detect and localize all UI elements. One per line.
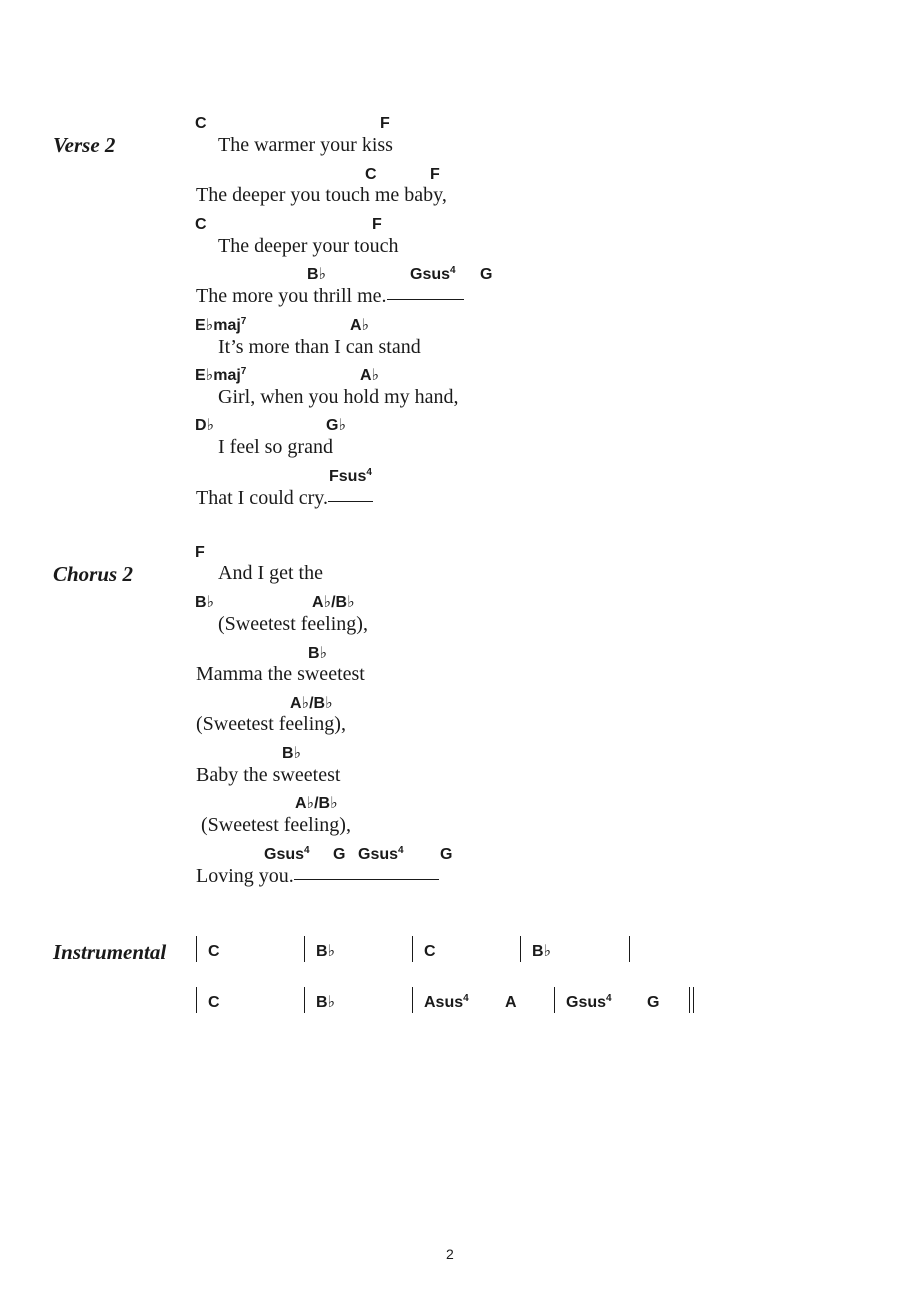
bar-line [520, 936, 521, 962]
bar-line [196, 936, 197, 962]
bar-line [554, 987, 555, 1013]
chord-d-flat: D♭ [195, 417, 215, 434]
chord-gsus4: Gsus$^4$ [410, 265, 456, 283]
bar-line [412, 987, 413, 1013]
lyric-line: I feel so grand [218, 436, 333, 458]
chord-g: G [333, 846, 346, 863]
bar-line [304, 987, 305, 1013]
bar-line [196, 987, 197, 1013]
chord-gsus4: Gsus$^4$ [566, 993, 612, 1011]
chord-a-flat: A♭ [360, 367, 380, 384]
chord-b-flat: B♭ [308, 645, 328, 662]
lyric-line: (Sweetest feeling), [201, 814, 351, 836]
lyric-line: That I could cry. [196, 488, 373, 508]
chord-b-flat: B♭ [282, 745, 302, 762]
chord-fsus4: Fsus$^4$ [329, 467, 372, 485]
hold-line [328, 501, 373, 502]
lyric-line: The deeper your touch [218, 235, 399, 257]
page-number: 2 [446, 1246, 454, 1262]
chord-g: G [480, 266, 493, 283]
chord-gsus4: Gsus$^4$ [264, 845, 310, 863]
lyric-line: The warmer your kiss [218, 134, 393, 156]
final-barline [693, 987, 694, 1013]
lyric-line: (Sweetest feeling), [218, 613, 368, 635]
chord-a-flat: A♭ [350, 317, 370, 334]
bar-line [412, 936, 413, 962]
chord-e-flat-maj7: E♭maj$^7$ [195, 366, 247, 384]
chord-f: F [372, 216, 382, 233]
lyric-line: The more you thrill me. [196, 286, 464, 306]
chord-a-flat-over-b-flat: A♭/B♭ [295, 795, 338, 812]
chord-a: A [505, 994, 517, 1011]
chord-b-flat: B♭ [195, 594, 215, 611]
bar-line [304, 936, 305, 962]
chord-b-flat: B♭ [316, 994, 336, 1011]
chord-a-flat-over-b-flat: A♭/B♭ [290, 695, 333, 712]
bar-line [629, 936, 630, 962]
chord-c: C [208, 943, 220, 960]
chord-c: C [208, 994, 220, 1011]
chord-f: F [195, 544, 205, 561]
hold-line [387, 299, 464, 300]
chord-g-flat: G♭ [326, 417, 346, 434]
lyric-line: Loving you. [196, 866, 439, 886]
lyric-line: Mamma the sweetest [196, 663, 365, 685]
lyric-line: The deeper you touch me baby, [196, 184, 447, 206]
lyric-line: Baby the sweetest [196, 764, 341, 786]
chord-asus4: Asus$^4$ [424, 993, 469, 1011]
chord-f: F [380, 115, 390, 132]
chord-b-flat: B♭ [307, 266, 327, 283]
chord-g: G [440, 846, 453, 863]
chord-c: C [424, 943, 436, 960]
chord-f: F [430, 166, 440, 183]
hold-line [294, 879, 439, 880]
chord-c: C [195, 216, 207, 233]
final-barline [689, 987, 690, 1013]
instrumental-label: Instrumental [53, 940, 167, 964]
chord-gsus4: Gsus$^4$ [358, 845, 404, 863]
verse-2-label: Verse 2 [53, 133, 116, 157]
chord-c: C [365, 166, 377, 183]
lyric-line: Girl, when you hold my hand, [218, 386, 459, 408]
chord-g: G [647, 994, 660, 1011]
chord-c: C [195, 115, 207, 132]
chord-e-flat-maj7: E♭maj$^7$ [195, 316, 247, 334]
lyric-line: And I get the [218, 562, 323, 584]
chord-b-flat: B♭ [532, 943, 552, 960]
chord-b-flat: B♭ [316, 943, 336, 960]
lyric-line: It’s more than I can stand [218, 336, 421, 358]
lyric-line: (Sweetest feeling), [196, 713, 346, 735]
chord-a-flat-over-b-flat: A♭/B♭ [312, 594, 355, 611]
chorus-2-label: Chorus 2 [53, 562, 133, 586]
